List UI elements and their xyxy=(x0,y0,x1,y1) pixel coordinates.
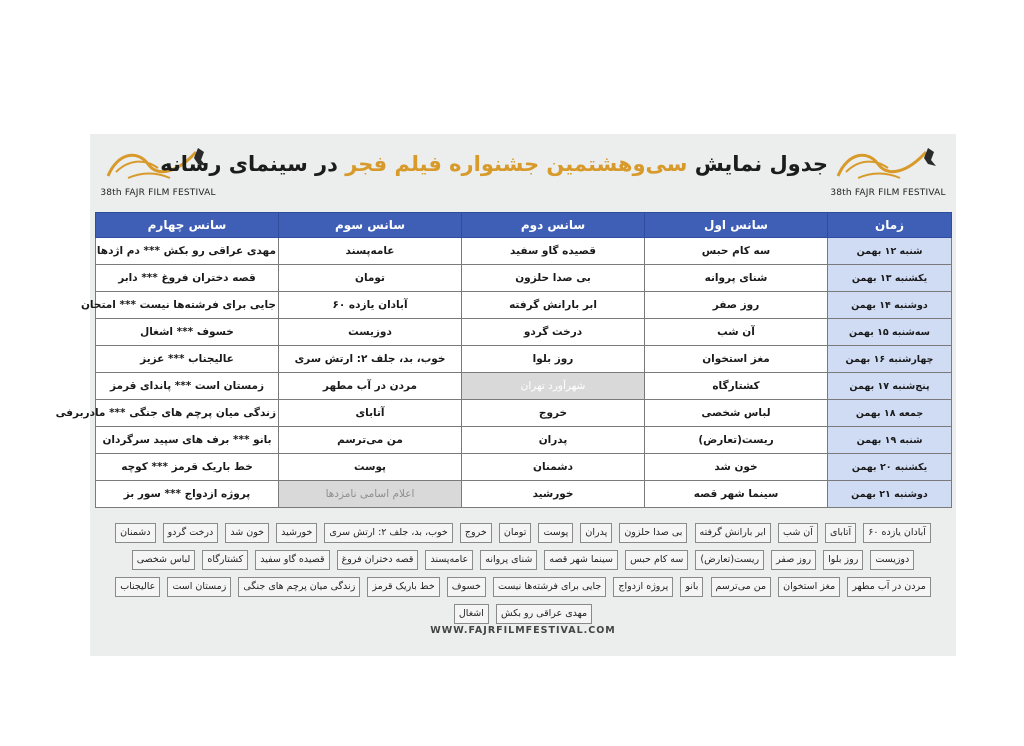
film-index-row-2 xyxy=(90,547,956,572)
film-index-row-4 xyxy=(90,601,956,626)
film-chip: خوب، بد، جلف ۲: ارتش سری xyxy=(324,523,452,543)
film-chip: ریست(تعارض) xyxy=(695,550,764,570)
session-cell: آبادان یازده ۶۰ xyxy=(279,292,462,319)
film-chip: سه کام حبس xyxy=(625,550,688,570)
session-cell: آتابای xyxy=(279,400,462,427)
film-chip: دشمنان xyxy=(115,523,155,543)
schedule-table xyxy=(55,212,952,508)
film-chip: شنای پروانه xyxy=(480,550,537,570)
session-cell-special: اعلام اسامی نامزدها xyxy=(279,481,462,508)
film-chip: خروج xyxy=(460,523,492,543)
session-cell: روز بلوا xyxy=(462,346,645,373)
film-chip: من می‌ترسم xyxy=(711,577,772,597)
film-chip: پروژه ازدواج xyxy=(613,577,673,597)
film-chip: روز بلوا xyxy=(823,550,863,570)
film-index-row-3 xyxy=(90,574,956,599)
table-row xyxy=(96,427,952,454)
film-chip: عالیجناب xyxy=(115,577,160,597)
film-chip: عامه‌پسند xyxy=(425,550,473,570)
day-cell: پنج‌شنبه ۱۷ بهمن xyxy=(828,373,952,400)
film-chip: آن شب xyxy=(778,523,818,543)
header xyxy=(90,134,956,208)
film-chip: خورشید xyxy=(276,523,317,543)
session-cell: آن شب xyxy=(645,319,828,346)
session-cell: خط باریک قرمز *** کوچه xyxy=(96,454,279,481)
session-cell: درخت گردو xyxy=(462,319,645,346)
festival-logo-right xyxy=(828,142,948,200)
festival-logo-text: 38th FAJR FILM FESTIVAL xyxy=(100,188,216,198)
festival-logo-text: 38th FAJR FILM FESTIVAL xyxy=(830,188,946,198)
column-header-session-1: سانس اول xyxy=(645,213,828,238)
day-cell: یکشنبه ۱۳ بهمن xyxy=(828,265,952,292)
film-chip: مغز استخوان xyxy=(778,577,840,597)
day-cell: دوشنبه ۲۱ بهمن xyxy=(828,481,952,508)
film-chip: جایی برای فرشته‌ها نیست xyxy=(493,577,606,597)
film-chip: پدران xyxy=(580,523,612,543)
day-cell: دوشنبه ۱۴ بهمن xyxy=(828,292,952,319)
column-header-session-3: سانس سوم xyxy=(279,213,462,238)
film-chip: لباس شخصی xyxy=(132,550,196,570)
film-chip: اشغال xyxy=(454,604,489,624)
film-chip: خط باریک قرمز xyxy=(367,577,439,597)
session-cell: بی صدا حلزون xyxy=(462,265,645,292)
session-cell: من می‌ترسم xyxy=(279,427,462,454)
film-chip: زمستان است xyxy=(167,577,231,597)
film-chip: خسوف xyxy=(447,577,486,597)
session-cell: تومان xyxy=(279,265,462,292)
session-cell: مغز استخوان xyxy=(645,346,828,373)
film-chip: مهدی عراقی رو بکش xyxy=(496,604,592,624)
session-cell: عامه‌پسند xyxy=(279,238,462,265)
session-cell: مهدی عراقی رو بکش *** دم اژدها xyxy=(96,238,279,265)
film-chip: آتابای xyxy=(825,523,856,543)
film-chip: زندگی میان پرچم های جنگی xyxy=(238,577,360,597)
session-cell: لباس شخصی xyxy=(645,400,828,427)
table-header-row xyxy=(96,213,952,238)
session-cell: بانو *** برف های سپید سرگردان xyxy=(96,427,279,454)
film-chip: بانو xyxy=(680,577,703,597)
table-row xyxy=(96,346,952,373)
table-row xyxy=(96,373,952,400)
film-chip: سینما شهر قصه xyxy=(544,550,618,570)
table-row xyxy=(96,400,952,427)
session-cell: سه کام حبس xyxy=(645,238,828,265)
film-chip: درخت گردو xyxy=(163,523,219,543)
table-row xyxy=(96,238,952,265)
table-row xyxy=(96,481,952,508)
session-cell: سینما شهر قصه xyxy=(645,481,828,508)
website-url: WWW.FAJRFILMFESTIVAL.COM xyxy=(430,625,616,636)
session-cell: ریست(تعارض) xyxy=(645,427,828,454)
session-cell: عالیجناب *** عزیز xyxy=(96,346,279,373)
day-cell: جمعه ۱۸ بهمن xyxy=(828,400,952,427)
session-cell: کشتارگاه xyxy=(645,373,828,400)
film-chip: بی صدا حلزون xyxy=(619,523,687,543)
film-chip: قصیده گاو سفید xyxy=(255,550,329,570)
day-cell: سه‌شنبه ۱۵ بهمن xyxy=(828,319,952,346)
session-cell: خورشید xyxy=(462,481,645,508)
session-cell: خروج xyxy=(462,400,645,427)
page-title xyxy=(160,152,828,176)
film-chip: ابر بارانش گرفته xyxy=(695,523,771,543)
title-accent: سی‌و‌هشتمین جشنواره فیلم فجر xyxy=(345,152,688,176)
session-cell: قصه دختران فروغ *** دابر xyxy=(96,265,279,292)
session-cell: زمستان است *** پاندای قرمز xyxy=(96,373,279,400)
session-cell: ابر بارانش گرفته xyxy=(462,292,645,319)
film-chip: روز صفر xyxy=(771,550,816,570)
film-chip: آبادان یازده ۶۰ xyxy=(863,523,931,543)
session-cell: پدران xyxy=(462,427,645,454)
day-cell: شنبه ۱۲ بهمن xyxy=(828,238,952,265)
table-row xyxy=(96,292,952,319)
session-cell-special: شهرآورد تهران xyxy=(462,373,645,400)
film-chip: تومان xyxy=(499,523,532,543)
table-row xyxy=(96,454,952,481)
film-chip: پوست xyxy=(538,523,573,543)
session-cell: پروژه ازدواج *** سور بز xyxy=(96,481,279,508)
column-header-time: زمان xyxy=(828,213,952,238)
session-cell: شنای پروانه xyxy=(645,265,828,292)
festival-logo-icon xyxy=(828,142,948,186)
film-chip: دوزیست xyxy=(870,550,914,570)
session-cell: پوست xyxy=(279,454,462,481)
column-header-session-4: سانس چهارم xyxy=(96,213,279,238)
session-cell: جایی برای فرشته‌ها نیست *** امتحان xyxy=(96,292,279,319)
session-cell: خون شد xyxy=(645,454,828,481)
session-cell: مردن در آب مطهر xyxy=(279,373,462,400)
title-suffix: در سینمای رسانه xyxy=(160,152,346,176)
session-cell: قصیده گاو سفید xyxy=(462,238,645,265)
session-cell: روز صفر xyxy=(645,292,828,319)
session-cell: دوزیست xyxy=(279,319,462,346)
table-row xyxy=(96,319,952,346)
schedule-card xyxy=(55,134,956,656)
film-chip: کشتارگاه xyxy=(202,550,248,570)
film-chip: قصه دختران فروغ xyxy=(337,550,419,570)
session-cell: زندگی میان پرچم های جنگی *** مادربرفی xyxy=(96,400,279,427)
session-cell: خوب، بد، جلف ۲: ارتش سری xyxy=(279,346,462,373)
session-cell: خسوف *** اشغال xyxy=(96,319,279,346)
film-index xyxy=(90,518,956,626)
day-cell: یکشنبه ۲۰ بهمن xyxy=(828,454,952,481)
day-cell: شنبه ۱۹ بهمن xyxy=(828,427,952,454)
session-cell: دشمنان xyxy=(462,454,645,481)
title-prefix: جدول نمایش xyxy=(687,152,828,176)
column-header-session-2: سانس دوم xyxy=(462,213,645,238)
film-chip: مردن در آب مطهر xyxy=(847,577,931,597)
film-index-row-1 xyxy=(90,520,956,545)
film-chip: خون شد xyxy=(225,523,269,543)
table-row xyxy=(96,265,952,292)
day-cell: چهارشنبه ۱۶ بهمن xyxy=(828,346,952,373)
